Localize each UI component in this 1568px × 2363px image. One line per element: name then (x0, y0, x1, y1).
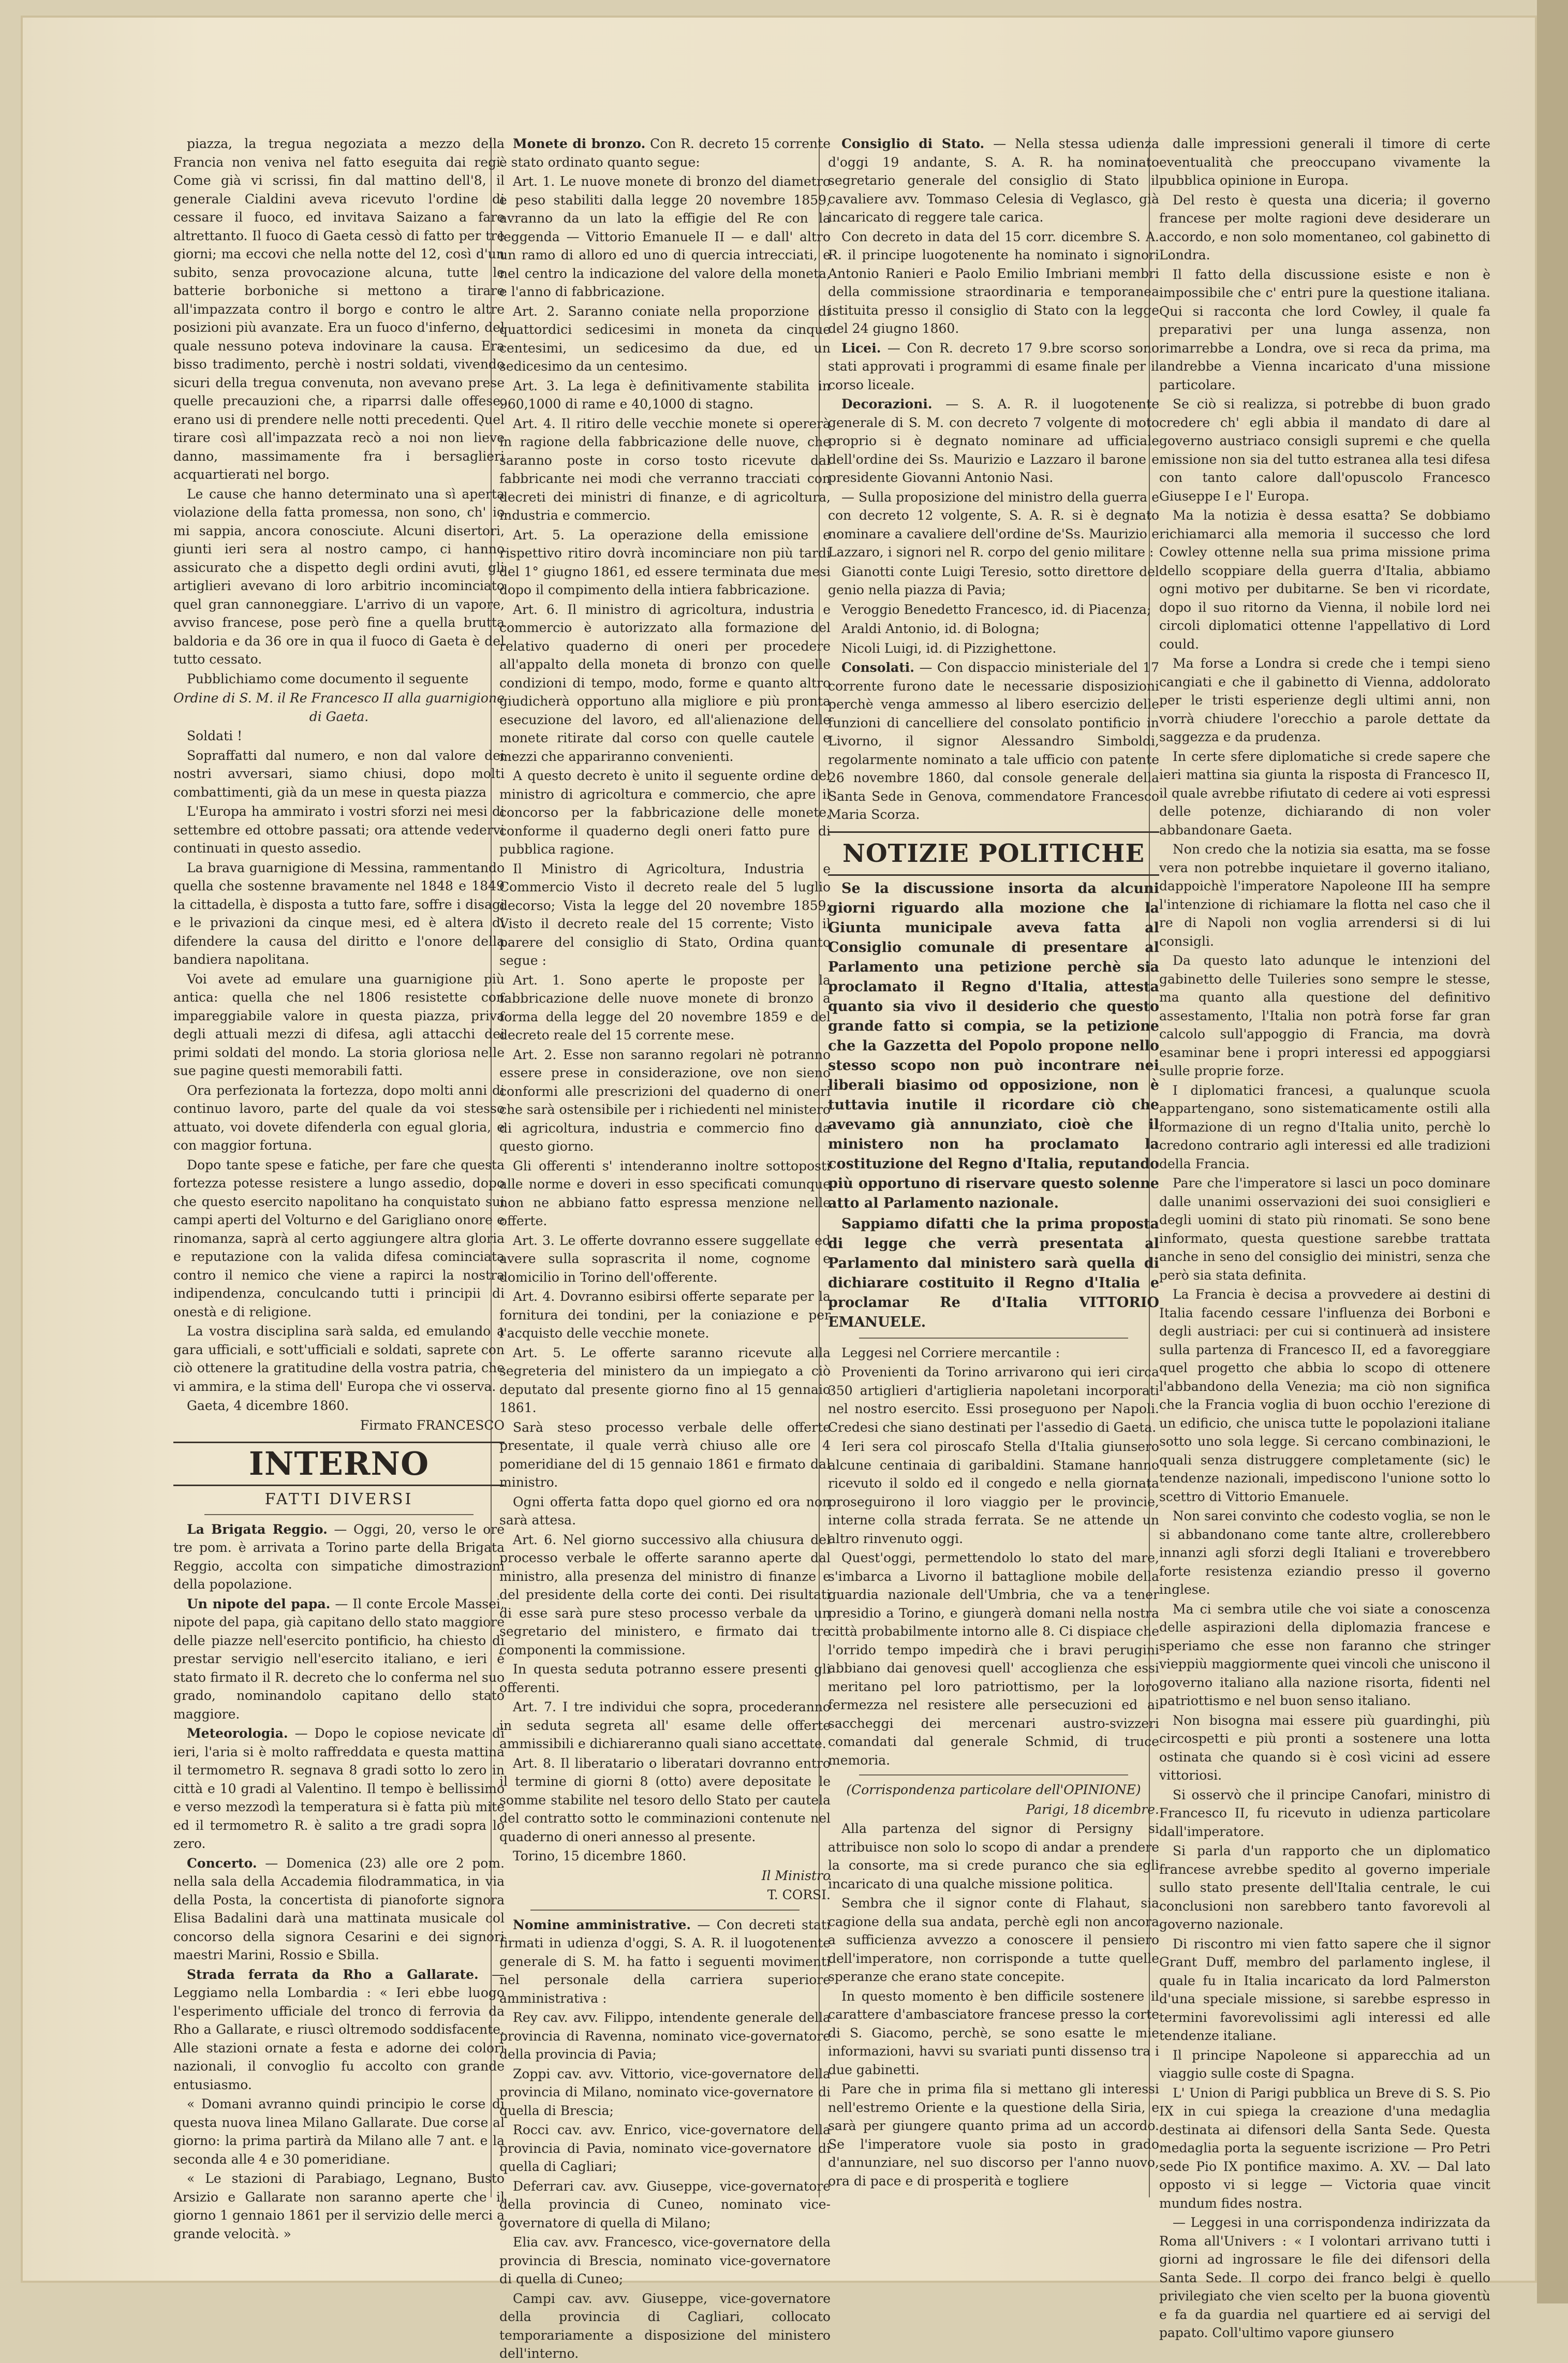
paragraph: Di riscontro mi vien fatto sapere che il signor Grant Duff, membro del parlamento inglese, il quale fu in Italia incaricato da lord Palmerston d'una speciale missione, si sarebbe espresso in termini favorevolissimi agli interessi ed alle tendenze italiane. (1159, 1936, 1490, 2043)
news-item (173, 2095, 505, 2168)
paragraph: Ma forse a Londra si crede che i tempi sieno cangiati e che il gabinetto di Vienna, addolorato per le tristi esperienze degli ultimi anni, non vorrà chiudere l'orecchio a parole dettate da saggezza e da prudenza. (1159, 656, 1490, 744)
item-lead: Meteorologia. (187, 1726, 288, 1741)
paragraph: Non sarei convinto che codesto voglia, se non le si abbandonano come tante altre, crollerebbero innanzi agli sforzi degli Italiani e troverebbero forte resistenza eziandio presso il governo inglese. (1159, 1508, 1490, 1597)
paragraph: Il fatto della discussione esiste e non è impossibile che c' entri pure la questione italiana. Qui si racconta che lord Cowley, il quale fa preparativi per una lunga assenza, non rimarrebbe a Londra, ove si reca da prima, ma andrebbe a Vienna incaricato d'una missione particolare. (1159, 267, 1490, 392)
item-text: — Nella stessa udienza d'oggi 19 andante, S. A. R. ha nominato segretario generale del consiglio di Stato il cavaliere avv. Tommaso Celesia di Veglasco, già incaricato di reggere tale carica. (828, 136, 1159, 225)
paragraph: Pubblichiamo come documento il seguente (187, 671, 469, 686)
item-text: — Il conte Ercole Massei, nipote del papa, già capitano dello stato maggiore delle piazze nell'esercito pontificio, ha chiesto di prestar servigio nell'esercito italiano, e ieri è stato firmato il R. decreto che lo conferma nel suo grado, nominandolo capitano dello stato maggiore. (173, 1596, 505, 1722)
item-text: « Le stazioni di Parabiago, Legnano, Busto Arsizio e Gallarate non saranno aperte che il giorno 1 gennaio 1861 per il servizio delle merci a grande velocità. » (173, 2171, 505, 2241)
paragraph: Art. 1. Sono aperte le proposte per la fabbricazione delle nuove monete di bronzo a forma della legge del 20 novembre 1859 e del decreto reale del 15 corrente mese. (499, 972, 831, 1043)
order-date: Gaeta, 4 dicembre 1860. (187, 1398, 349, 1413)
news-item (173, 1965, 505, 2094)
paragraph: A questo decreto è unito il seguente ordine del ministro di agricoltura e commercio, che apre il concorso per la fabbricazione delle monete, conforme il quaderno degli oneri fatto pure di pubblica ragione. (499, 768, 831, 857)
paragraph: Sarà steso processo verbale delle offerte presentate, il quale verrà chiuso alle ore 4 pomeridiane del di 15 gennaio 1861 e firmato dal ministro. (499, 1419, 831, 1490)
paragraph: Art. 1. Le nuove monete di bronzo del diametro e peso stabiliti dalla legge 20 novembre 1859, avranno da un lato la effigie del Re con la leggenda — Vittorio Emanuele II — e dall' altro un ramo di alloro ed uno di quercia intrecciati, e nel centro la indicazione del valore della moneta, e l'anno di fabbricazione. (499, 174, 831, 299)
item-lead: La Brigata Reggio. (187, 1521, 328, 1537)
news-item (499, 1916, 831, 2008)
news-item (173, 2169, 505, 2243)
paragraph: Rey cav. avv. Filippo, intendente generale della provincia di Ravenna, nominato vice-governatore della provincia di Pavia; (499, 2010, 831, 2062)
news-item (828, 395, 1159, 487)
paragraph: Art. 4. Il ritiro delle vecchie monete si opererà in ragione della fabbricazione delle nuove, che saranno poste in corso tosto ricevute dal fabbricante nei modi che verranno tracciati con decreti dei ministri di finanze, e di agricoltura, industria e commercio. (499, 416, 831, 523)
paragraph: Pare che l'imperatore si lasci un poco dominare dalle unanimi osservazioni dei suoi consiglieri e degli uomini di stato più rinomati. Se sono bene informato, questa questione sarebbe trattata anche in seno del consiglio dei ministri, senza che però sia stata definita. (1159, 1176, 1490, 1283)
item-lead: Concerto. (187, 1855, 257, 1871)
item-text: — Con R. decreto 17 9.bre scorso sono stati approvati i programmi di esame finale per il corso liceale. (828, 340, 1159, 392)
paragraph: Art. 4. Dovranno esibirsi offerte separate per la fornitura dei tondini, per la coniazione e per l'acquisto delle vecchie monete. (499, 1289, 831, 1341)
news-item (828, 135, 1159, 227)
paragraph: Le cause che hanno determinato una sì aperta violazione della fatta promessa, non sono, ch' io mi sappia, ancora conosciute. Alcuni disertori, giunti ieri sera al nostro campo, ci hanno assicurato che a dispetto degli ordini avuti, gli artiglieri avevano di loro arbitrio incominciato quel gran cannoneggiare. L'arrivo di un vapore, avviso francese, pose però fine a quella brutta baldoria e da 36 ore in qua il fuoco di Gaeta è del tutto cessato. (173, 486, 505, 667)
paragraph: Art. 5. Le offerte saranno ricevute alla segreteria del ministero da un impiegato a ciò deputato dal presente giorno fino al 15 gennaio 1861. (499, 1345, 831, 1415)
divider (204, 1514, 474, 1515)
paragraph: Art. 2. Esse non saranno regolari nè potranno essere prese in considerazione, ove non sieno conformi alle prescrizioni del quaderno di oneri che sarà ostensibile per i richiedenti nel ministero di agricoltura, industria e commercio fino da questo giorno. (499, 1047, 831, 1154)
correspondence-date: Parigi, 18 dicembre. (1026, 1801, 1159, 1817)
paragraph: Del resto è questa una diceria; il governo francese per molte ragioni deve desiderare un accordo, e non solo momentaneo, col gabinetto di Londra. (1159, 192, 1490, 262)
paragraph: Ma la notizia è dessa esatta? Se dobbiamo richiamarci alla memoria il successo che lord Cowley ottenne nella sua prima missione prima dello scoppiare della guerra d'Italia, abbiamo ogni motivo per dubitarne. Se ben vi ricordate, dopo il suo ritorno da Vienna, il nobile lord nei circoli diplomatici ottenne l'appellativo di Lord could. (1159, 508, 1490, 652)
decree-date: Torino, 15 dicembre 1860. (513, 1848, 687, 1863)
paragraph: Pare che in prima fila si mettano gli interessi nell'estremo Oriente e la questione della Siria, e sarà per giungere quanto prima ad un accordo. Se l'imperatore vuole sia posto in grado d'annunziare, nel suo discorso per l'anno nuovo, ora di pace e di prosperità e togliere (828, 2081, 1159, 2189)
paragraph: Soldati ! (187, 728, 243, 743)
column-2 (499, 135, 831, 2361)
paragraph: La brava guarnigione di Messina, rammentando quella che sostenne bravamente nel 1848 e 1849 la cittadella, è disposta a tutto fare, soffre i disagi e le privazioni da cinque mesi, ed è altera di difendere la causa del diritto e l'onore della bandiera napolitana. (173, 860, 505, 967)
item-lead: Consolati. (841, 660, 914, 675)
minister-title: Il Ministro (761, 1868, 831, 1883)
order-signature: Firmato FRANCESCO (360, 1417, 505, 1433)
paragraph: Alla partenza del signor di Persigny si attribuisce non solo lo scopo di andar a prendere la consorte, ma si crede puranco che sia egli incaricato di una qualche missione politica. (828, 1821, 1159, 1891)
paragraph: Art. 6. Il ministro di agricoltura, industria e commercio è autorizzato alla formazione del relativo quaderno di oneri per procedere all'appalto della moneta di bronzo con quelle condizioni di tempo, modo, forme e quanto altro giudicherà opportuno alla migliore e più pronta esecuzione del lavoro, ed all'alienazione delle monete ritirate dal corso con quelle cautele e mezzi che appariranno convenienti. (499, 601, 831, 764)
item-text: — S. A. R. il luogotenente generale di S. M. con decreto 7 volgente di moto proprio si è degnato nominare ad ufficiale dell'ordine dei Ss. Maurizio e Lazzaro il barone e presidente Giovanni Antonio Nasi. (828, 397, 1159, 485)
paragraph: Deferrari cav. avv. Giuseppe, vice-governatore della provincia di Cuneo, nominato vice-governatore di quella di Milano; (499, 2178, 831, 2230)
item-text: — Con dispaccio ministeriale del 17 corrente furono date le necessarie disposizioni perchè venga ammesso al libero esercizio delle funzioni di cancelliere del consolato pontificio in Livorno, il signor Alessandro Simboldi, regolarmente nominato a tale ufficio con patente 26 novembre 1860, dal console generale della Santa Sede in Genova, commendatore Francesco Maria Scorza. (828, 660, 1159, 822)
news-item (499, 135, 831, 171)
item-lead: Un nipote del papa. (187, 1596, 331, 1611)
paragraph: — Sulla proposizione del ministro della guerra e con decreto 12 volgente, S. A. R. si è degnato nominare a cavaliere dell'ordine de'Ss. Maurizio e Lazzaro, i signori nel R. corpo del genio militare : (828, 489, 1159, 560)
paragraph: Quest'oggi, permettendolo lo stato del mare, s'imbarca a Livorno il battaglione mobile della guardia nazionale dell'Umbria, che va a tener presidio a Torino, e giungerà domani nella nostra città probabilmente intorno alle 8. Ci dispiace che l'orrido tempo impedirà che i bravi perugini abbiano dai genovesi quell' accoglienza che essi meritano pel loro patriottismo, per la loro fermezza nel resistere alle persecuzioni ed ai saccheggi dei mercenari austro-svizzeri comandati dal generale Schmid, di truce memoria. (828, 1550, 1159, 1768)
paragraph: In questo momento è ben difficile sostenere il carattere d'ambasciatore francese presso la corte di S. Giacomo, perchè, se sono esatte le mie informazioni, havvi su svariati punti dissenso tra i due gabinetti. (828, 1988, 1159, 2077)
item-lead: Monete di bronzo. (513, 136, 646, 151)
paragraph: Ogni offerta fatta dopo quel giorno ed ora non sarà attesa. (499, 1494, 831, 1528)
item-text: « Domani avranno quindi principio le corse di questa nuova linea Milano Gallarate. Due corse al giorno: la prima partirà da Milano alle 7 ant. e la seconda alle 4 e 30 pomeridiane. (173, 2096, 505, 2167)
paragraph: Zoppi cav. avv. Vittorio, vice-governatore della provincia di Milano, nominato vice-governatore di quella di Brescia; (499, 2066, 831, 2118)
news-item (828, 339, 1159, 394)
paragraph: Art. 5. La operazione della emissione e rispettivo ritiro dovrà incominciare non più tardi del 1° giugno 1861, ed essere terminata due mesi dopo il compimento della intiera fabbricazione. (499, 527, 831, 597)
item-text: — Leggiamo nella Lombardia : « Ieri ebbe luogo l'esperimento ufficiale del tronco di ferrovia da Rho a Gallarate, e riuscì oltremodo soddisfacente. Alle stazioni ornate a festa e adorne dei colori nazionali, il convoglio fu accolto con grande entusiasmo. (173, 1966, 505, 2092)
item-lead: Licei. (841, 340, 881, 356)
paragraph: I diplomatici francesi, a qualunque scuola appartengano, sono sistematicamente ostili alla formazione di un regno d'Italia unito, perchè lo credono contrario agli interessi ed alle tradizioni della Francia. (1159, 1082, 1490, 1171)
column-3 (828, 135, 1159, 2215)
paragraph: Gli offerenti s' intenderanno inoltre sottoposti alle norme e doveri in esso specificati comunque non ne abbiano fatto espressa menzione nelle offerte. (499, 1158, 831, 1228)
paragraph: L'Europa ha ammirato i vostri sforzi nei mesi di settembre ed ottobre passati; ora attende vedervi continuati in questo assedio. (173, 804, 505, 856)
section-subtitle: FATTI DIVERSI (264, 1490, 413, 1508)
paragraph: Nicoli Luigi, id. di Pizzighettone. (841, 640, 1057, 656)
paragraph: Ora perfezionata la fortezza, dopo molti anni di continuo lavoro, parte del quale da voi stesso attuato, voi dovete difenderla con egual gloria, e con maggior fortuna. (173, 1082, 505, 1153)
column-1 (173, 135, 505, 2241)
divider (859, 1774, 1128, 1775)
paragraph: Il Ministro di Agricoltura, Industria e Commercio Visto il decreto reale del 5 luglio decorso; Vista la legge del 20 novembre 1859; Visto il decreto reale del 15 corrente; Visto il parere del consiglio di Stato, Ordina quanto segue : (499, 861, 831, 968)
paragraph: Si parla d'un rapporto che un diplomatico francese avrebbe spedito al governo imperiale sullo stato presente dell'Italia centrale, le cui conclusioni non sarebbero tanto favorevoli al governo nazionale. (1159, 1843, 1490, 1932)
paragraph: L' Union di Parigi pubblica un Breve di S. S. Pio IX in cui spiega la creazione d'una medaglia destinata ai difensori della Santa Sede. Questa medaglia porta la seguente iscrizione — Pro Petri sede Pio IX pontifice maximo. A. XV. — Dal lato opposto vi si legge — Victoria quae vincit mundum fides nostra. (1159, 2085, 1490, 2211)
item-text: Con R. decreto 15 corrente è stato ordinato quanto segue: (499, 136, 831, 170)
paragraph: Rocci cav. avv. Enrico, vice-governatore della provincia di Pavia, nominato vice-governatore di quella di Cagliari; (499, 2122, 831, 2174)
paragraph: Art. 8. Il liberatario o liberatari dovranno entro il termine di giorni 8 (otto) avere depositate le somme stabilite nel tesoro dello Stato per cautela del contratto sotto le comminazioni contenute nel quaderno di oneri annesso al presente. (499, 1755, 831, 1844)
item-text: — Oggi, 20, verso le ore tre pom. è arrivata a Torino parte della Brigata Reggio, accolta con simpatiche dimostrazioni della popolazione. (173, 1521, 505, 1592)
divider (530, 1910, 800, 1911)
news-item (173, 1595, 505, 1724)
paragraph: Provenienti da Torino arrivarono qui ieri circa 350 artiglieri d'artiglieria napoletani incorporati nel nostro esercito. Essi proseguono per Napoli. Credesi che siano destinati per l'assedio di Gaeta. (828, 1364, 1159, 1435)
section-title-interno: INTERNO (173, 1442, 505, 1486)
paragraph: Si osservò che il principe Canofari, ministro di Francesco II, fu ricevuto in udienza particolare dall'imperatore. (1159, 1787, 1490, 1839)
item-text: — Con decreti stati firmati in udienza d'oggi, S. A. R. il luogotenente generale di S. M. ha fatto i seguenti movimenti nel personale della carriera superiore amministrativa : (499, 1917, 831, 2006)
paragraph: La vostra disciplina sarà salda, ed emulando a gara ufficiali, e sott'ufficiali e soldati, saprete con ciò ottenere la gratitudine della vostra patria, che vi ammira, e la stima dell' Europa che vi osserva. (173, 1324, 505, 1394)
paragraph: Sopraffatti dal numero, e non dal valore dei nostri avversari, siamo chiusi, dopo molti combattimenti, già da un mese in questa piazza (173, 747, 505, 800)
divider (859, 1338, 1128, 1339)
news-item (173, 1854, 505, 1964)
paragraph: In certe sfere diplomatiche si crede sapere che ieri mattina sia giunta la risposta di Francesco II, il quale avrebbe rifiutato di cedere ai voti espressi delle potenze, dichiarando di non voler abbandonare Gaeta. (1159, 748, 1490, 838)
paragraph: Voi avete ad emulare una guarnigione più antica: quella che nel 1806 resistette con impareggiabile valore in questa piazza, priva degli attuali mezzi di difesa, agli attacchi dei primi soldati del mondo. La storia gloriosa nelle sue pagine questi memorabili fatti. (173, 971, 505, 1078)
item-text: — Dopo le copiose nevicate di ieri, l'aria si è molto raffreddata e questa mattina il termometro R. segnava 8 gradi sotto lo zero in città e 10 gradi al Valentino. Il tempo è bellissimo e verso mezzodì la temperatura si è fatta più mite ed il termometro R. è salito a tre gradi sopra lo zero. (173, 1726, 505, 1851)
paragraph: Se ciò si realizza, si potrebbe di buon grado credere ch' egli abbia il mandato di dare al governo austriaco consigli supremi e che quella missione non sia del tutto estranea alla tesi difesa con tanto calore dall'opuscolo Francesco Giuseppe I e l' Europa. (1159, 397, 1490, 504)
paragraph: Leggesi nel Corriere mercantile : (841, 1345, 1060, 1360)
paragraph: Campi cav. avv. Giuseppe, vice-governatore della provincia di Cagliari, collocato temporariamente a disposizione del ministero dell'interno. (499, 2291, 831, 2361)
news-item (173, 1520, 505, 1594)
paragraph: Da questo lato adunque le intenzioni del gabinetto delle Tuileries sono sempre le stesse, ma quanto alla questione del definitivo assestamento, l'Italia non potrà forse far gran calcolo sull'appoggio di Francia, ma dovrà esaminar bene i propri interessi ed appoggiarsi sulle proprie forze. (1159, 953, 1490, 1078)
item-lead: Consiglio di Stato. (841, 136, 985, 151)
paragraph: Araldi Antonio, id. di Bologna; (841, 621, 1040, 636)
paragraph: Dopo tante spese e fatiche, per fare che questa fortezza potesse resistere a lungo assedio, dopo che questo esercito napolitano ha conquistato sui campi aperti del Volturno e del Garigliano onore e rinomanza, saprà al certo aggiungere altra gloria e reputazione con la valida difesa cominciata contro il nemico che viene a rapirci la nostra indipendenza, conculcando tutti i principii di onestà e di religione. (173, 1157, 505, 1319)
paragraph: Art. 6. Nel giorno successivo alla chiusura del processo verbale le offerte saranno aperte dal ministro, alla presenza del ministro di finanze e del presidente della corte dei conti. Dei risultati di esse sarà pure steso processo verbale da un segretario del ministero, e firmato dai tre componenti la commissione. (499, 1532, 831, 1657)
editorial-paragraph: Se la discussione insorta da alcuni giorni riguardo alla mozione che la Giunta municipale aveva fatta al Consiglio comunale di presentare al Parlamento una petizione perchè sia proclamato il Regno d'Italia, attesta quanto sia vivo il desiderio che questo grande fatto si compia, se la petizione che la Gazzetta del Popolo propone nello stesso scopo non può incontrare nei liberali biasimo od opposizione, non è tuttavia inutile il ricordare ciò che avevamo già annunziato, cioè che il ministero non ha proclamato la costituzione del Regno d'Italia, reputando più opportuno di riservare questo solenne atto al Parlamento nazionale. (828, 880, 1159, 1211)
paragraph: Art. 3. Le offerte dovranno essere suggellate ed avere sulla soprascrita il nome, cognome e domicilio in Torino dell'offerente. (499, 1232, 831, 1285)
item-text: — Domenica (23) alle ore 2 pom. nella sala della Accademia filodrammatica, in via della Posta, la concertista di pianoforte signora Elisa Badalini darà una mattinata musicale col concorso della signora Cesarini e dei signori maestri Marini, Rossio e Sbilla. (173, 1855, 505, 1962)
paragraph: La Francia è decisa a provvedere ai destini di Italia facendo cessare l'influenza dei Borboni e degli austriaci: per cui si continuerà ad insistere sulla partenza di Francesco II, ed a favoreggiare quel progetto che abbia lo scopo di ottenere l'abbandono della Venezia; ma ciò non significa che la Francia voglia di buon occhio l'erezione di un edificio, che unisca tutte le popolazioni italiane sotto uno sola legge. Si cercano combinazioni, le quali senza distruggere completamente (sic) le tendenze nazionali, impediscono l'unione sotto lo scettro di Vittorio Emanuele. (1159, 1287, 1490, 1504)
paragraph: Non credo che la notizia sia esatta, ma se fosse vera non potrebbe inquietare il governo italiano, dappoichè l'imperatore Napoleone III ha sempre l'intenzione di richiamare la flotta nel caso che il re di Napoli non voglia arrendersi si di lui consigli. (1159, 842, 1490, 949)
paragraph: Art. 3. La lega è definitivamente stabilita in 960,1000 di rame e 40,1000 di stagno. (499, 378, 831, 412)
paragraph: Ma ci sembra utile che voi siate a conoscenza delle aspirazioni della diplomazia francese e speriamo che esse non faranno che stringer vieppiù maggiormente quei vincoli che uniscono il governo italiano alla nazione risorta, fidenti nel patriottismo e nel buon senso italiano. (1159, 1601, 1490, 1708)
paragraph: Veroggio Benedetto Francesco, id. di Piacenza; (841, 601, 1151, 617)
paragraph: Elia cav. avv. Francesco, vice-governatore della provincia di Brescia, nominato vice-governatore di quella di Cuneo; (499, 2235, 831, 2286)
paragraph: Ieri sera col piroscafo Stella d'Italia giunsero alcune centinaia di garibaldini. Stamane hanno ricevuto il soldo ed il congedo e nella giornata proseguirono il loro viaggio per le provincie, interne colla strada ferrata. Se ne attende un altro rinvenuto oggi. (828, 1439, 1159, 1546)
paragraph: Art. 7. I tre individui che sopra, procederanno in seduta segreta all' esame delle offerte ammissibili e dichiareranno quali siano accettate. (499, 1699, 831, 1751)
news-item (173, 1724, 505, 1853)
paragraph: Il principe Napoleone si apparecchia ad un viaggio sulle coste di Spagna. (1159, 2047, 1490, 2081)
paragraph: Non bisogna mai essere più guardinghi, più circospetti e più pronti a sostenere una lotta ostinata che quando si è così vicini ad essere vittoriosi. (1159, 1712, 1490, 1783)
order-title: Ordine di S. M. il Re Francesco II alla guarnigione di Gaeta. (173, 691, 505, 724)
minister-name: T. CORSI. (767, 1887, 831, 1902)
paragraph: Sembra che il signor conte di Flahaut, sia cagione della sua andata, perchè egli non ancora a sufficienza avvezzo a conoscere il pensiero dell'imperatore, non corrisponde a tutte quelle speranze che erano state concepite. (828, 1896, 1159, 1984)
column-4 (1159, 135, 1490, 2340)
editorial-paragraph: Sappiamo difatti che la prima proposta di legge che verrà presentata al Parlamento dal ministero sarà quella di dichiarare costituito il Regno d'Italia e proclamar Re d'Italia VITTORIO EMANUELE. (828, 1215, 1159, 1330)
news-item (828, 658, 1159, 824)
item-lead: Nomine amministrative. (513, 1917, 691, 1932)
section-title-notizie-politiche: NOTIZIE POLITICHE (828, 831, 1159, 876)
item-lead: Strada ferrata da Rho a Gallarate. (187, 1966, 479, 1982)
item-lead: Decorazioni. (841, 397, 933, 412)
paragraph: Gianotti conte Luigi Teresio, sotto direttore del genio nella piazza di Pavia; (828, 564, 1159, 597)
paragraph: In questa seduta potranno essere presenti gli offerenti. (499, 1662, 831, 1695)
paragraph: piazza, la tregua negoziata a mezzo della Francia non veniva nel fatto eseguita dai regi. Come già vi scrissi, fin dal mattino dell'8, il generale Cialdini aveva ricevuto l'ordine di cessare il fuoco, ed invitava Saizano a fare altrettanto. Il fuoco di Gaeta cessò di fatto per tre giorni; ma eccovi che nella notte del 12, così d'un subito, senza provocazione alcuna, tutte le batterie borboniche si mettono a tirare all'impazzata contro il borgo e contro le altre posizioni più avanzate. Era un fuoco d'inferno, del quale nessuno poteva indovinare la causa. Era bisso tradimento, perchè i nostri soldati, vivendo sicuri della tregua convenuta, non avevano prese quelle precauzioni che, a riparrsi dalle offese, erano usi di prendere nelle notti precedenti. Quel tirare così all'impazzata recò a noi non lieve danno, massimamente fra i bersaglieri acquartierati nel borgo. (173, 136, 505, 482)
page-edge (1537, 0, 1568, 2303)
paragraph: Con decreto in data del 15 corr. dicembre S. A. R. il principe luogotenente ha nominato i signori Antonio Ranieri e Paolo Emilio Imbriani membri della commissione straordinaria e temporanea istituita presso il consiglio di Stato con la legge del 24 giugno 1860. (828, 229, 1159, 336)
correspondence-title: (Corrispondenza particolare dell'OPINIONE) (846, 1782, 1141, 1797)
paragraph: Art. 2. Saranno coniate nella proporzione di quattordici sedicesimi in moneta da cinque centesimi, un sedicesimo da due, ed un sedicesimo da un centesimo. (499, 303, 831, 374)
paragraph: dalle impressioni generali il timore di certe eventualità che preoccupano vivamente la pubblica opinione in Europa. (1159, 136, 1490, 188)
paragraph: — Leggesi in una corrispondenza indirizzata da Roma all'Univers : « I volontari arrivano tutti i giorni ad ingrossare le file dei difensori della Santa Sede. Il corpo dei franco belgi è quello privilegiato che vien scelto per la buona gioventù e fa da guardia nel quartiere ed ai servigi del papato. Coll'ultimo vapore giunsero (1159, 2215, 1490, 2340)
